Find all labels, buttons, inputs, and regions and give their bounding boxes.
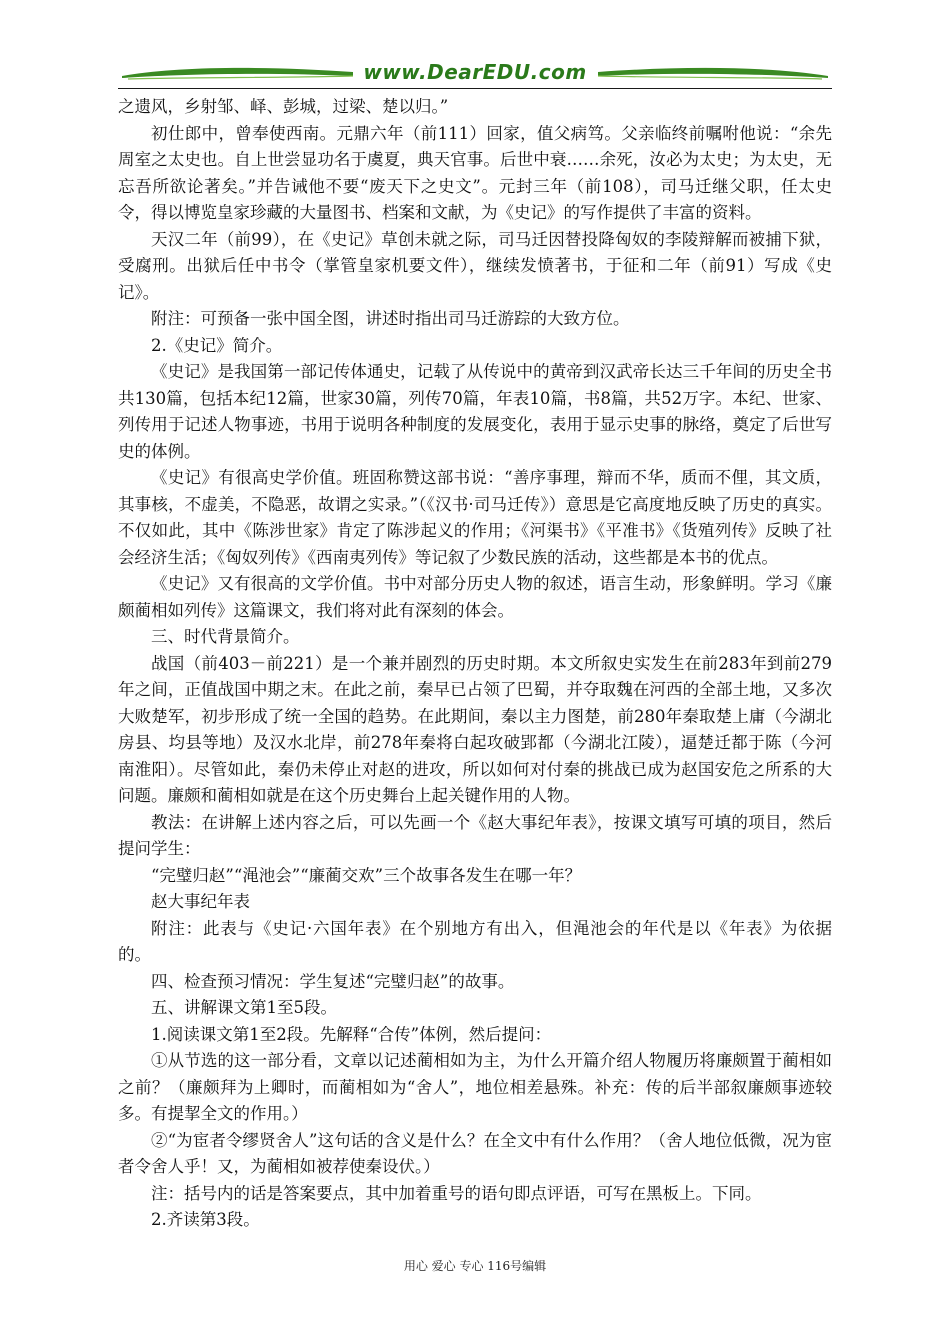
paragraph: 战国（前403－前221）是一个兼并剧烈的历史时期。本文所叙史实发生在前283年到前279年之间，正值战国中期之末。在此之前，秦早已占领了巴蜀，并夺取魏在河西的全部土地，又多次大败楚军，初步形成了统一全国的趋势。在此期间，秦以主力图楚，前280年秦取楚上庸（今湖北房县、均县等地）及汉水北岸，前278年秦将白起攻破郢都（今湖北江陵），逼楚迁都于陈（今河南淮阳）。尽管如此，秦仍未停止对赵的进攻，所以如何对付秦的挑战已成为赵国安危之所系的大问题。廉颇和蔺相如就是在这个历史舞台上起关键作用的人物。 <box>118 653 832 805</box>
paragraph: 《史记》有很高史学价值。班固称赞这部书说：“善序事理，辩而不华，质而不俚，其文质，其事核，不虚美，不隐恶，故谓之实录。”（《汉书·司马迁传》）意思是它高度地反映了历史的真实。不仅如此，其中《陈涉世家》肯定了陈涉起义的作用；《河渠书》《平准书》《货殖列传》反映了社会经济生活；《匈奴列传》《西南夷列传》等记叙了少数民族的活动，这些都是本书的优点。 <box>118 468 832 567</box>
section-heading: 2.《史记》简介。 <box>151 335 283 355</box>
question-paragraph: ①从节选的这一部分看，文章以记述蔺相如为主，为什么开篇介绍人物履历将廉颇置于蔺相如之前？（廉颇拜为上卿时，而蔺相如为“舍人”，地位相差悬殊。补充：传的后半部叙廉颇事迹较多。有提挈全文的作用。） <box>118 1051 832 1123</box>
paragraph: 《史记》是我国第一部记传体通史，记载了从传说中的黄帝到汉武帝长达三千年间的历史全书共130篇，包括本纪12篇，世家30篇，列传70篇，年表10篇，书8篇，共52万字。本纪、世家、列传用于记述人物事迹，书用于说明各种制度的发展变化，表用于显示史事的脉络，奠定了后世写史的体例。 <box>118 362 832 461</box>
paragraph: 1.阅读课文第1至2段。先解释“合传”体例，然后提问： <box>151 1024 552 1044</box>
paragraph: 初仕郎中，曾奉使西南。元鼎六年（前111）回家，值父病笃。父亲临终前嘱咐他说：“余先周室之太史也。自上世尝显功名于虞夏，典天官事。后世中衰……余死，汝必为太史；为太史，无忘吾所欲论著矣。”并告诫他不要“废天下之史文”。元封三年（前108），司马迁继父职，任太史令，得以博览皇家珍藏的大量图书、档案和文献，为《史记》的写作提供了丰富的资料。 <box>118 123 832 222</box>
section-heading: 四、检查预习情况：学生复述“完璧归赵”的故事。 <box>151 971 515 991</box>
question-paragraph: “完璧归赵”“渑池会”“廉蔺交欢”三个故事各发生在哪一年？ <box>151 865 582 885</box>
paragraph: 教法：在讲解上述内容之后，可以先画一个《赵大事纪年表》，按课文填写可填的项目，然后提问学生： <box>118 812 832 858</box>
header-divider <box>118 88 832 89</box>
page-footer: 用心 爱心 专心 116号编辑 <box>403 1259 547 1273</box>
section-heading: 五、讲解课文第1至5段。 <box>151 998 337 1017</box>
section-heading: 三、时代背景简介。 <box>151 627 300 646</box>
paragraph: 《史记》又有很高的文学价值。书中对部分历史人物的叙述，语言生动，形象鲜明。学习《廉颇蔺相如列传》这篇课文，我们将对此有深刻的体会。 <box>118 574 832 620</box>
table-caption: 赵大事纪年表 <box>151 892 250 911</box>
site-header <box>118 56 832 92</box>
note-paragraph: 注：括号内的话是答案要点，其中加着重号的语句即点评语，可写在黑板上。下同。 <box>151 1183 762 1203</box>
document-body <box>118 94 832 1234</box>
paragraph: 之遗风，乡射邹、峄、彭城，过梁、楚以归。” <box>118 97 449 116</box>
site-name[interactable]: www.DearEDU.com <box>363 60 587 84</box>
paragraph: 2.齐读第3段。 <box>151 1210 260 1229</box>
note-paragraph: 附注：此表与《史记·六国年表》在个别地方有出入，但渑池会的年代是以《年表》为依据的。 <box>118 918 832 964</box>
paragraph: 天汉二年（前99），在《史记》草创未就之际，司马迁因替投降匈奴的李陵辩解而被捕下狱，受腐刑。出狱后任中书令（掌管皇家机要文件），继续发愤著书，于征和二年（前91）写成《史记》。 <box>118 229 832 302</box>
question-paragraph: ②“为宦者令缪贤舍人”这句话的含义是什么？在全文中有什么作用？（舍人地位低微，况为宦者令舍人乎！又，为蔺相如被荐使秦设伏。） <box>118 1130 832 1176</box>
note-paragraph: 附注：可预备一张中国全图，讲述时指出司马迁游踪的大致方位。 <box>151 309 630 328</box>
